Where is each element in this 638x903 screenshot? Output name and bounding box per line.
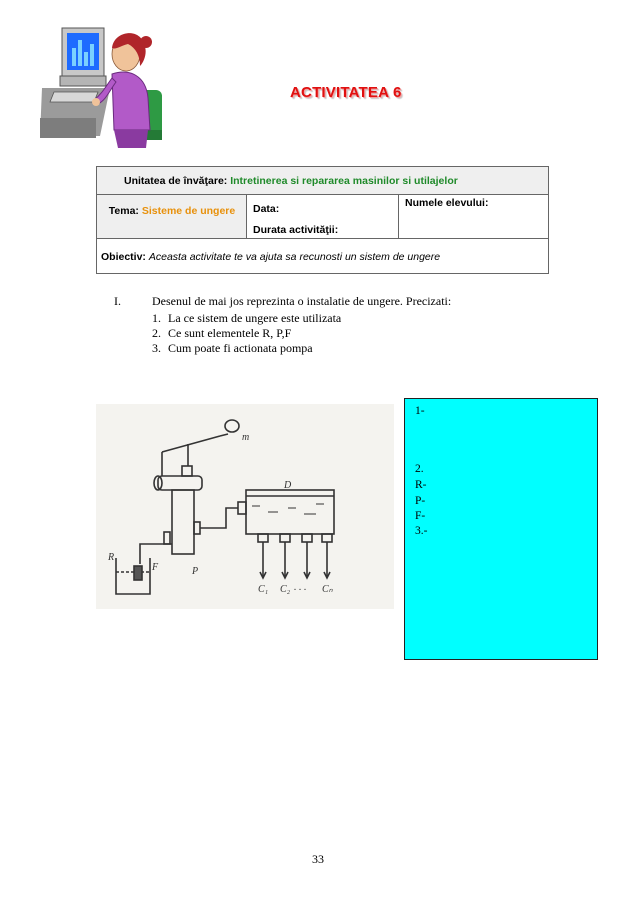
label-f: F <box>152 562 159 573</box>
label-cn: Cₙ <box>322 584 333 595</box>
answer-line-f: F- <box>415 510 426 522</box>
unit-row <box>97 167 548 195</box>
question-list <box>152 311 341 356</box>
objective-value: Aceasta activitate te va ajuta sa recunosti un sistem de ungere <box>148 251 441 263</box>
answer-line-3: 3.- <box>415 525 428 537</box>
answer-line-p: P- <box>415 495 426 507</box>
label-m: m <box>242 432 250 443</box>
unit-label: Unitatea de învăţare: <box>124 175 228 187</box>
woman-at-computer-clipart <box>40 18 168 153</box>
objective-row <box>97 239 548 273</box>
tema-label: Tema: <box>108 205 139 217</box>
task-intro: Desenul de mai jos reprezinta o instalatie de ungere. Precizati: <box>152 294 452 308</box>
answer-line-2: 2. <box>415 463 424 475</box>
answer-line-1: 1- <box>415 405 425 417</box>
duration-label: Durata activităţii: <box>253 224 339 236</box>
lubrication-system-diagram <box>96 404 394 609</box>
date-cell <box>247 195 399 238</box>
tema-cell <box>97 195 247 238</box>
tema-value: Sisteme de ungere <box>141 205 236 217</box>
activity-title: ACTIVITATEA 6 <box>290 84 402 101</box>
student-name-cell[interactable] <box>399 195 548 238</box>
unit-value: Intretinerea si repararea masinilor si utilajelor <box>230 175 458 187</box>
objective-label: Obiectiv: <box>101 251 146 263</box>
activity-info-table <box>96 166 549 274</box>
question-item: 1. La ce sistem de ungere este utilizata <box>152 311 342 325</box>
label-c2: C₂ <box>280 584 291 595</box>
answer-line-r: R- <box>415 479 427 491</box>
task-roman-numeral: I. <box>114 294 121 308</box>
label-p: P <box>192 566 199 577</box>
label-r: R <box>108 552 115 563</box>
question-item: 3. Cum poate fi actionata pompa <box>152 341 313 355</box>
label-dots: . . . <box>294 582 307 593</box>
label-d: D <box>284 480 292 491</box>
date-label: Data: <box>253 203 280 215</box>
answer-box[interactable] <box>404 398 598 660</box>
student-name-label: Numele elevului: <box>405 197 489 209</box>
page-number: 33 <box>312 852 324 866</box>
question-item: 2. Ce sunt elementele R, P,F <box>152 326 292 340</box>
label-c1: C₁ <box>258 584 269 595</box>
tema-row <box>97 195 548 239</box>
